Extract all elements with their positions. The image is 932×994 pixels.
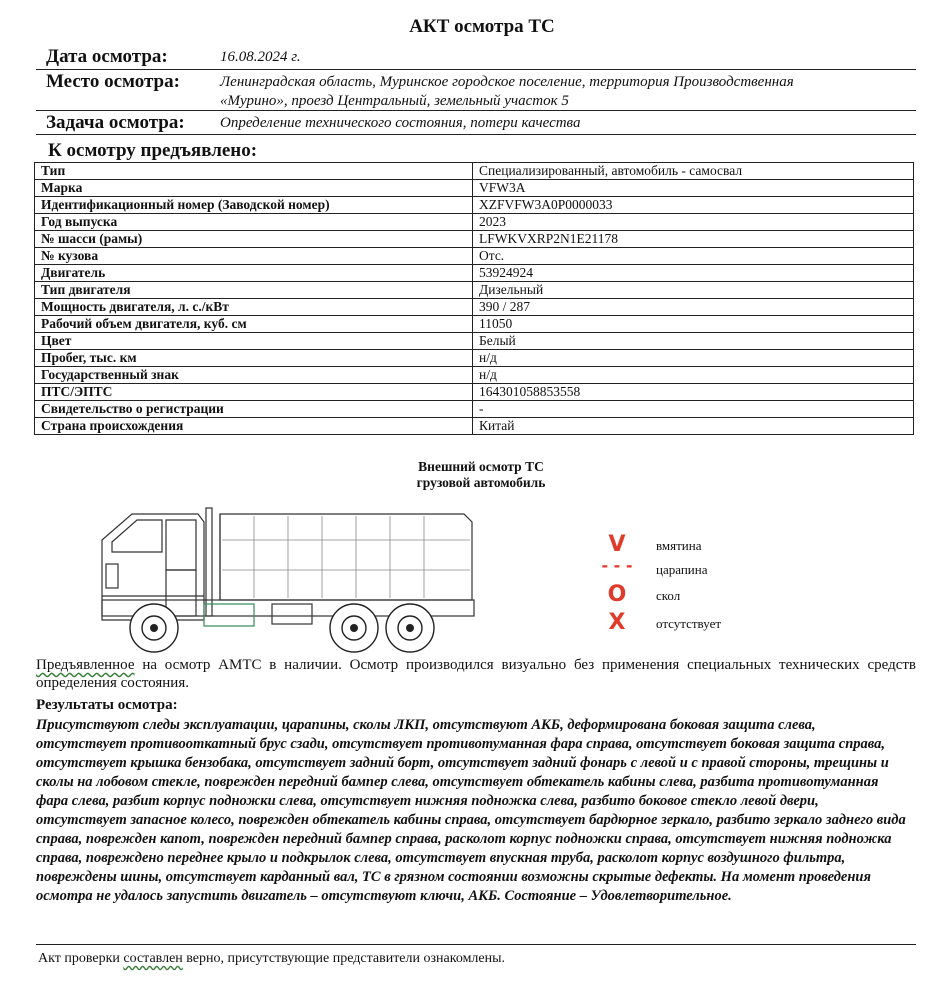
spec-row bbox=[35, 265, 914, 282]
spec-row bbox=[35, 401, 914, 418]
legend-label-chip: скол bbox=[656, 588, 681, 603]
divider bbox=[36, 944, 916, 945]
footer-word: составлен bbox=[123, 951, 183, 966]
spec-row bbox=[35, 299, 914, 316]
inspection-heading-line-2: грузовой автомобиль bbox=[416, 475, 546, 490]
spec-value: Специализированный, автомобиль - самосвал bbox=[473, 163, 914, 180]
spec-label: Страна происхождения bbox=[35, 418, 473, 435]
dump-truck-diagram bbox=[92, 500, 492, 660]
spec-value: 53924924 bbox=[473, 265, 914, 282]
place-line-1: Ленинградская область, Муринское городское поселение, территория Производственная bbox=[220, 74, 794, 90]
date-label: Дата осмотра: bbox=[46, 46, 168, 67]
spec-label: Рабочий объем двигателя, куб. см bbox=[35, 316, 473, 333]
spec-row bbox=[35, 248, 914, 265]
spec-label: Государственный знак bbox=[35, 367, 473, 384]
spec-row bbox=[35, 350, 914, 367]
spec-label: Мощность двигателя, л. с./кВт bbox=[35, 299, 473, 316]
spec-label: № шасси (рамы) bbox=[35, 231, 473, 248]
scratch-symbol-icon: - - - bbox=[601, 556, 633, 575]
spec-row bbox=[35, 384, 914, 401]
divider bbox=[36, 134, 916, 135]
spec-label: Тип двигателя bbox=[35, 282, 473, 299]
spec-value: VFW3A bbox=[473, 180, 914, 197]
dump-body bbox=[220, 514, 472, 600]
document-title: АКТ осмотра ТС bbox=[409, 16, 555, 37]
spec-row bbox=[35, 231, 914, 248]
legend-label-scratch: царапина bbox=[656, 562, 708, 577]
spec-value: Дизельный bbox=[473, 282, 914, 299]
spec-label: Марка bbox=[35, 180, 473, 197]
spec-label: Пробег, тыс. км bbox=[35, 350, 473, 367]
inspection-heading bbox=[300, 459, 662, 491]
intro-rest: на осмотр АМТС в наличии. Осмотр производился визуально без применения специальных технических средств определения состояния. bbox=[36, 657, 916, 691]
divider bbox=[36, 110, 916, 111]
spec-label: Цвет bbox=[35, 333, 473, 350]
cab-grille bbox=[106, 564, 118, 588]
task-value: Определение технического состояния, потери качества bbox=[220, 115, 581, 131]
spec-row bbox=[35, 316, 914, 333]
spec-row bbox=[35, 333, 914, 350]
spec-value: 164301058853558 bbox=[473, 384, 914, 401]
footer-post: верно, присутствующие представители ознакомлены. bbox=[182, 951, 506, 966]
results-text: Присутствуют следы эксплуатации, царапины, сколы ЛКП, отсутствуют АКБ, деформирована боковая защита слева, отсутствует противооткатный брус сзади, отсутствует противотуманная фара справа, отсутствует боковая защита справа, отсутствует крышка бензобака, отсутствует задний борт, отсутствует задний фонарь с левой и с правой стороны, трещины и сколы на лобовом стекле, поврежден передний бампер слева, отсутствует обтекатель кабины слева, разбита противотуманная фара слева, разбит корпус подножки слева, отсутствует нижняя подножка слева, разбито боковое стекло левой двери, отсутствует запасное колесо, поврежден обтекатель кабины справа, отсутствует бардюрное зеркало, разбито зеркало заднего вида справа, поврежден капот, поврежден передний бампер справа, расколот корпус подножки справа, отсутствует нижняя подножка справа, повреждено переднее крыло и подкрылок слева, отсутствует впускная труба, расколот корпус воздушного фильтра, повреждены шины, отсутствует карданный вал, ТС в грязном состоянии возможны скрытые дефекты. На момент проведения осмотра не удалось запустить двигатель – отсутствуют ключи, АКБ. Состояние – Удовлетворительное. bbox=[36, 717, 906, 904]
spec-row bbox=[35, 367, 914, 384]
divider bbox=[36, 69, 916, 70]
spec-value: LFWKVXRP2N1E21178 bbox=[473, 231, 914, 248]
spec-value: XZFVFW3A0P0000033 bbox=[473, 197, 914, 214]
chip-symbol-icon: O bbox=[607, 582, 627, 607]
intro-paragraph bbox=[36, 656, 916, 692]
task-row bbox=[36, 112, 914, 134]
missing-symbol-icon: X bbox=[608, 610, 626, 635]
spec-value: н/д bbox=[473, 350, 914, 367]
spec-label: Тип bbox=[35, 163, 473, 180]
spec-value: Отс. bbox=[473, 248, 914, 265]
spec-row bbox=[35, 214, 914, 231]
spec-value: 2023 bbox=[473, 214, 914, 231]
intro-first-word: Предъявленное bbox=[36, 657, 135, 673]
place-line-2: «Мурино», проезд Центральный, земельный участок 5 bbox=[220, 93, 569, 109]
spec-row bbox=[35, 197, 914, 214]
results-heading: Результаты осмотра: bbox=[36, 697, 178, 713]
spec-label: Двигатель bbox=[35, 265, 473, 282]
spec-value: 11050 bbox=[473, 316, 914, 333]
place-row bbox=[36, 71, 914, 111]
footer-pre: Акт проверки bbox=[38, 951, 124, 966]
legend-label-missing: отсутствует bbox=[656, 616, 722, 631]
spec-label: ПТС/ЭПТС bbox=[35, 384, 473, 401]
vehicle-specs-table bbox=[34, 162, 914, 435]
task-label: Задача осмотра: bbox=[46, 112, 185, 133]
damage-legend bbox=[600, 532, 800, 642]
spec-value: 390 / 287 bbox=[473, 299, 914, 316]
footer-statement bbox=[38, 951, 505, 967]
spec-label: № кузова bbox=[35, 248, 473, 265]
inspection-heading-line-1: Внешний осмотр ТС bbox=[418, 459, 544, 474]
spec-value: н/д bbox=[473, 367, 914, 384]
spec-row bbox=[35, 180, 914, 197]
legend-label-dent: вмятина bbox=[656, 538, 702, 553]
place-value bbox=[220, 73, 794, 111]
spec-label: Свидетельство о регистрации bbox=[35, 401, 473, 418]
date-value: 16.08.2024 г. bbox=[220, 49, 301, 65]
section-heading: К осмотру предъявлено: bbox=[48, 140, 258, 161]
cab-door bbox=[166, 570, 196, 616]
cab-door-window bbox=[166, 520, 196, 570]
spec-value: Белый bbox=[473, 333, 914, 350]
spec-value: Китай bbox=[473, 418, 914, 435]
spec-row bbox=[35, 418, 914, 435]
date-row bbox=[36, 46, 914, 68]
place-label: Место осмотра: bbox=[46, 71, 180, 92]
dent-symbol-icon: V bbox=[608, 532, 626, 557]
spec-row bbox=[35, 163, 914, 180]
air-filter bbox=[272, 604, 312, 624]
spec-label: Идентификационный номер (Заводской номер) bbox=[35, 197, 473, 214]
spec-value: - bbox=[473, 401, 914, 418]
spec-row bbox=[35, 282, 914, 299]
spec-label: Год выпуска bbox=[35, 214, 473, 231]
